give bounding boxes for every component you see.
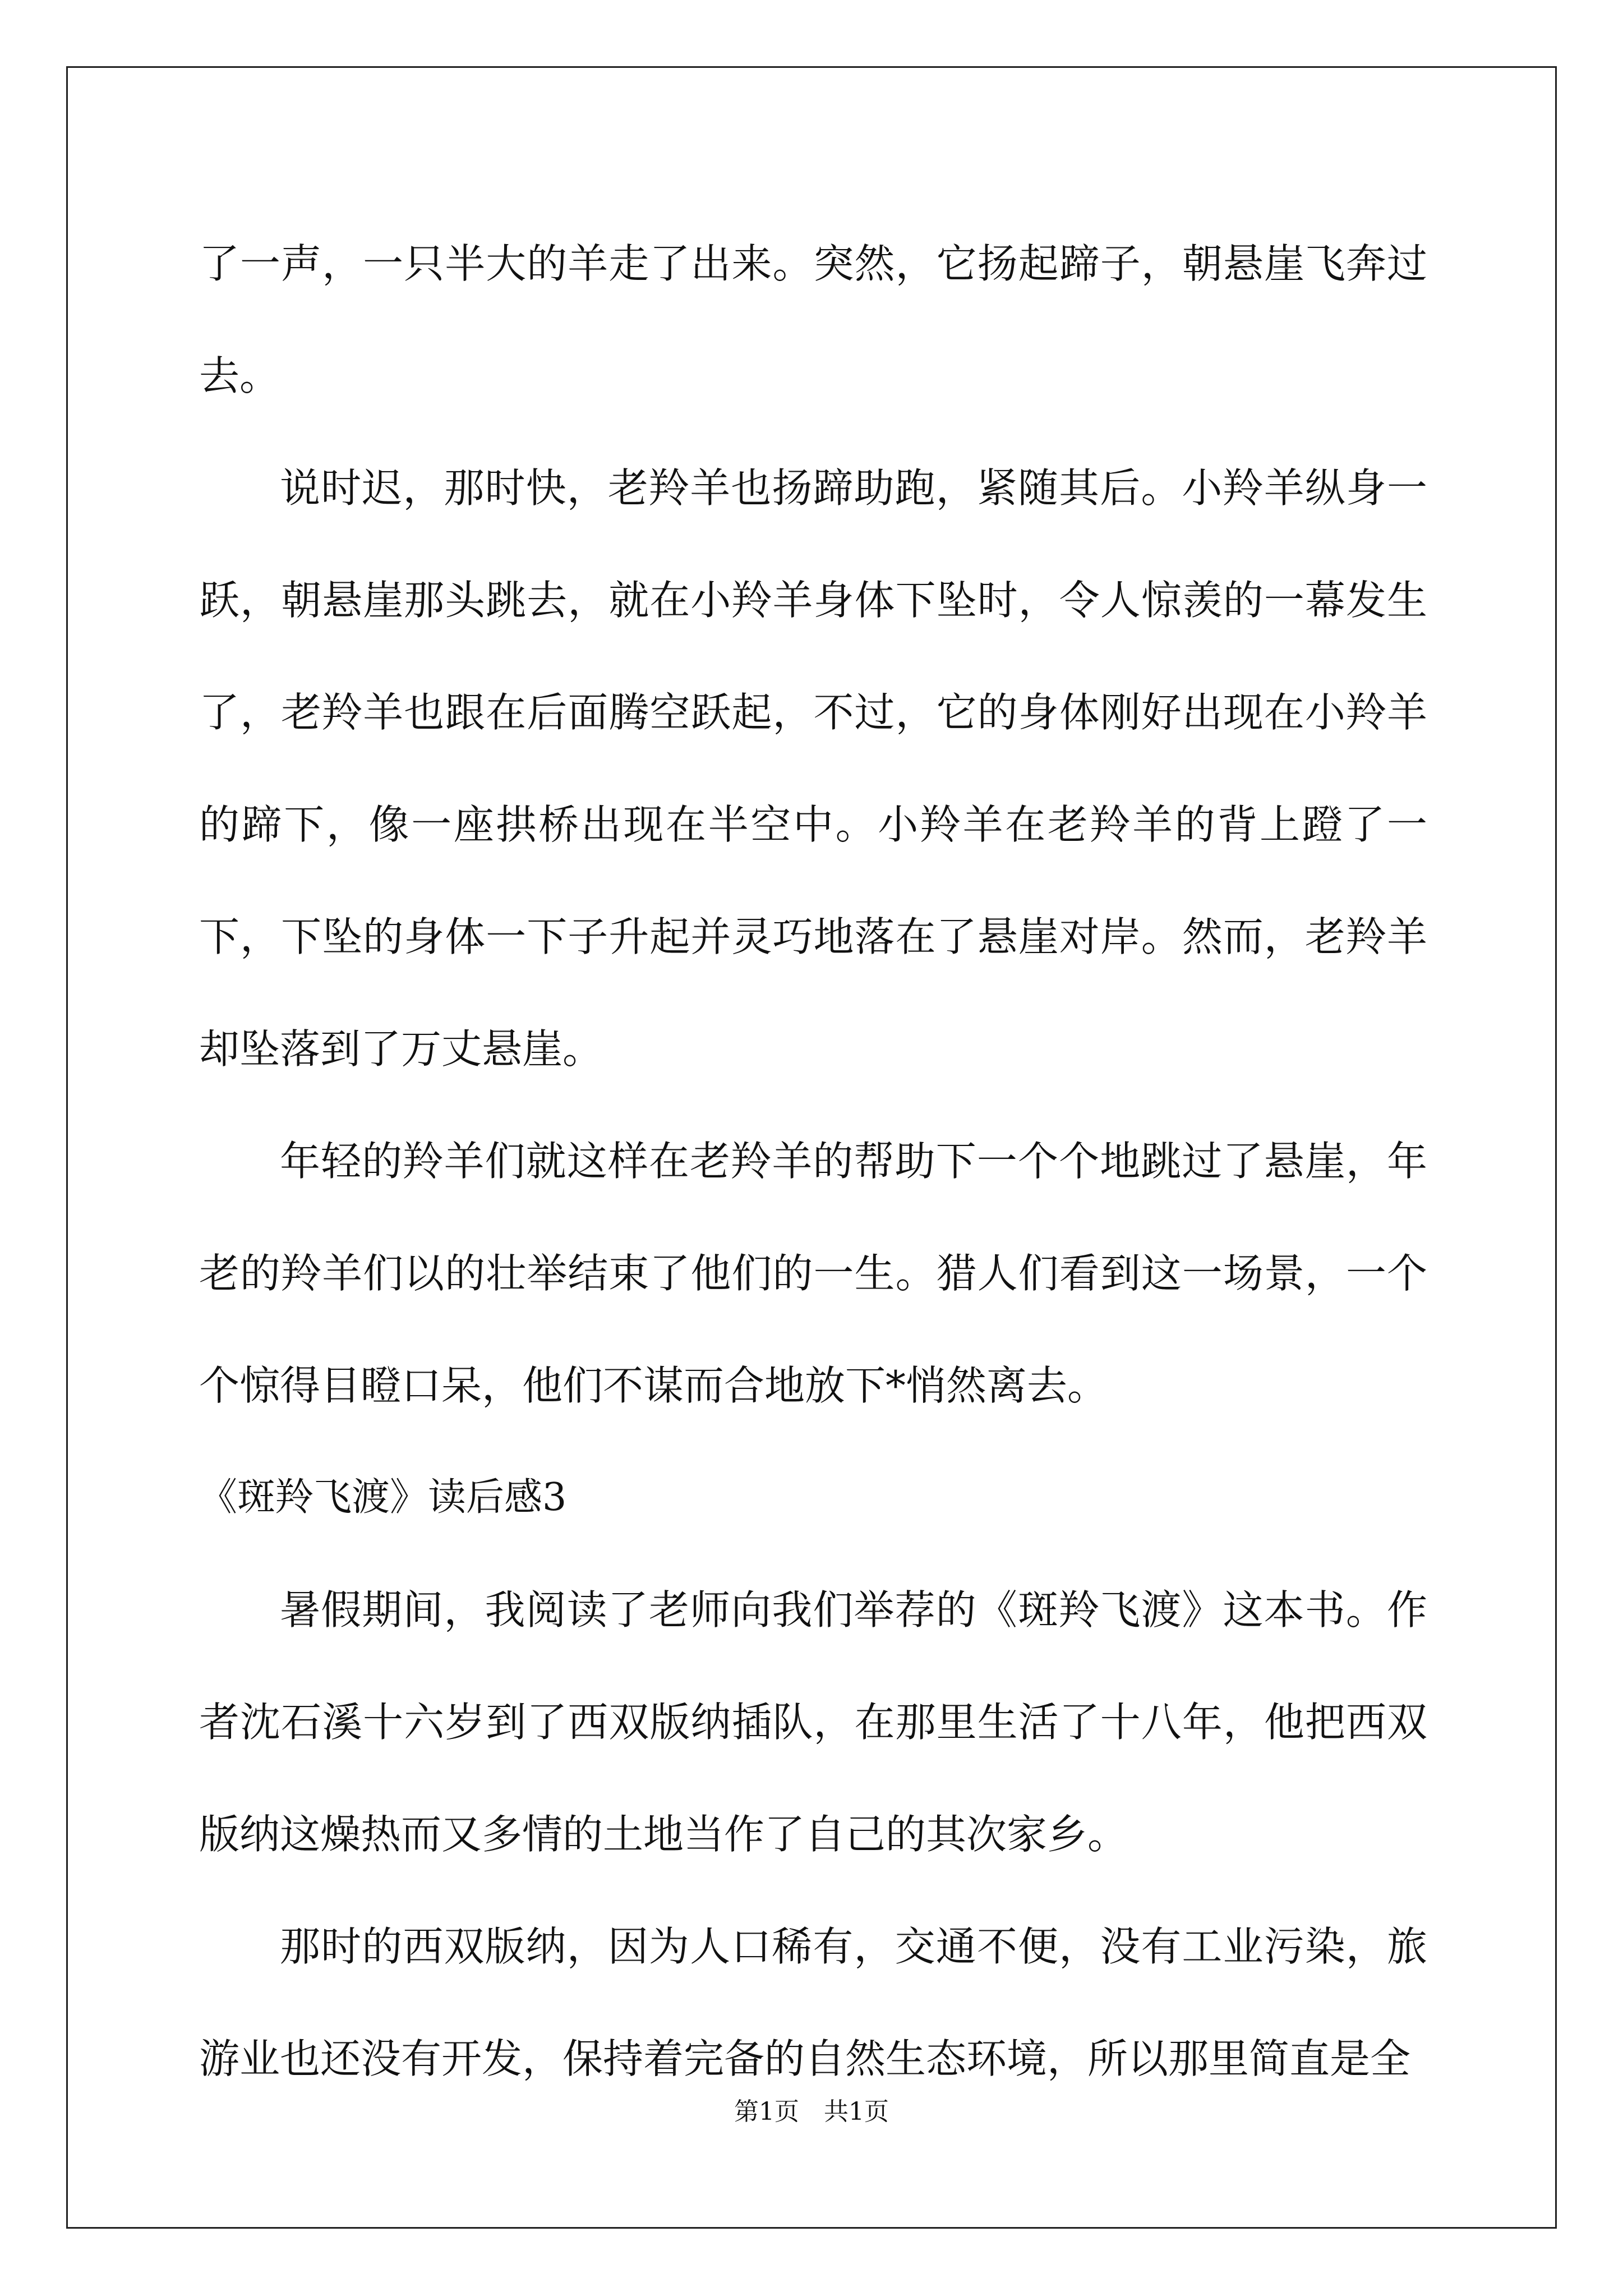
section-heading: 《斑羚飞渡》读后感3 — [199, 1475, 567, 1520]
paragraph-1: 了一声，一只半大的羊走了出来。突然，它扬起蹄子，朝悬崖飞奔过去。 — [199, 240, 1427, 399]
paragraph-5: 那时的西双版纳，因为人口稀有，交通不便，没有工业污染，旅游业也还没有开发，保持着完备的自然生态环境，所以那里简直是全 — [199, 1923, 1427, 2082]
paragraph-4: 暑假期间，我阅读了老师向我们举荐的《斑羚飞渡》这本书。作者沈石溪十六岁到了西双版纳插队，在那里生活了十八年，他把西双版纳这燥热而又多情的土地当作了自己的其次家乡。 — [199, 1586, 1427, 1858]
paragraph-3: 年轻的羚羊们就这样在老羚羊的帮助下一个个地跳过了悬崖，年老的羚羊们以的壮举结束了他们的一生。猎人们看到这一场景，一个个惊得目瞪口呆，他们不谋而合地放下*悄然离去。 — [199, 1138, 1427, 1409]
page-footer: 第1页 共1页 — [734, 2097, 889, 2126]
document-body — [199, 208, 1427, 2115]
paragraph-2: 说时迟，那时快，老羚羊也扬蹄助跑，紧随其后。小羚羊纵身一跃，朝悬崖那头跳去，就在小羚羊身体下坠时，令人惊羡的一幕发生了，老羚羊也跟在后面腾空跃起，不过，它的身体刚好出现在小羚羊的蹄下，像一座拱桥出现在半空中。小羚羊在老羚羊的背上蹬了一下，下坠的身体一下子升起并灵巧地落在了悬崖对岸。然而，老羚羊却坠落到了万丈悬崖。 — [199, 464, 1427, 1073]
